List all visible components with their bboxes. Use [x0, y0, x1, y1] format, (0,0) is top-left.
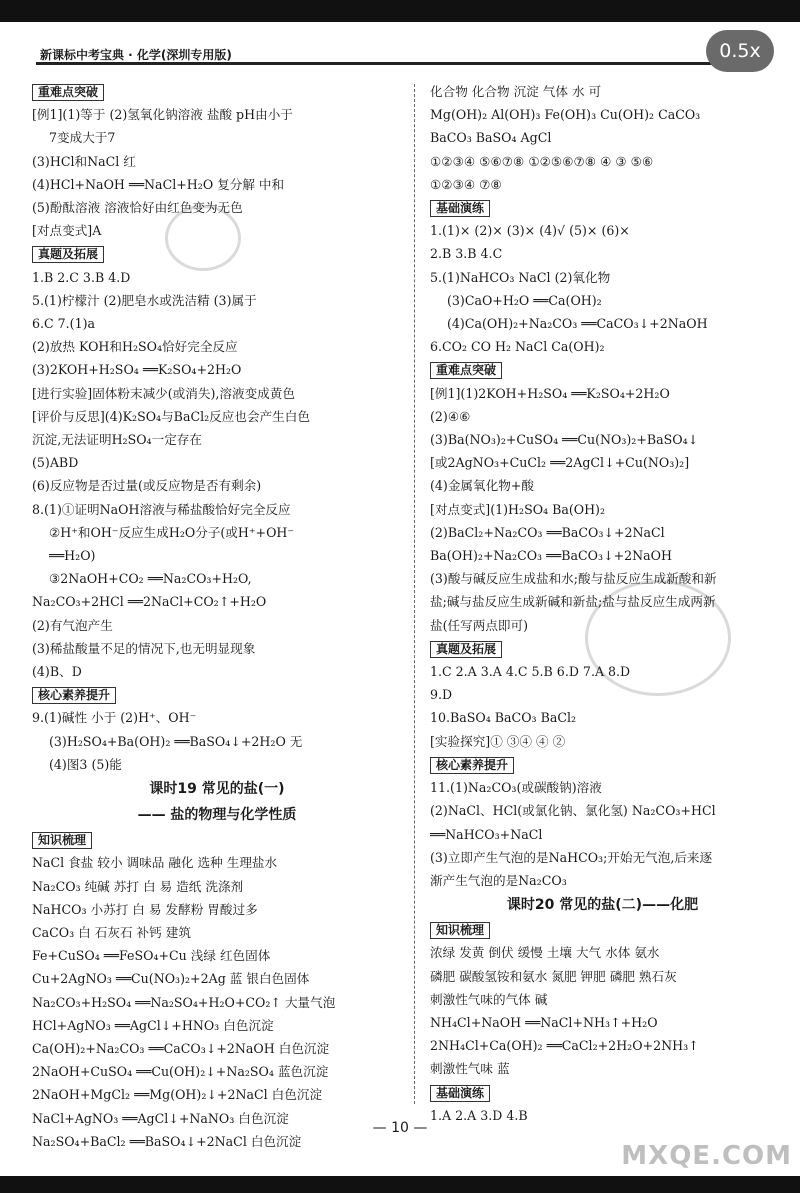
answer-line: [对点变式]A	[32, 223, 102, 239]
answer-line: (3)2KOH+H₂SO₄ ══K₂SO₄+2H₂O	[32, 362, 242, 378]
answer-line: NaCl+AgNO₃ ══AgCl↓+NaNO₃ 白色沉淀	[32, 1110, 289, 1126]
answer-line: [进行实验]固体粉末减少(或消失),溶液变成黄色	[32, 385, 295, 401]
answer-line: 化合物 化合物 沉淀 气体 水 可	[430, 84, 602, 99]
section-heading-row	[430, 1081, 775, 1104]
answer-line: 2NH₄Cl+Ca(OH)₂ ══CaCl₂+2H₂O+2NH₃↑	[430, 1038, 699, 1054]
left-column	[32, 80, 402, 1153]
page-header: 新课标中考宝典 · 化学(深圳专用版)	[40, 48, 232, 62]
answer-line: (5)酚酞溶液 溶液恰好由红色变为无色	[32, 200, 243, 216]
section-heading: 核心素养提升	[430, 757, 514, 774]
answer-line: ══NaHCO₃+NaCl	[430, 826, 543, 842]
answer-line: CaCO₃ 白 石灰石 补钙 建筑	[32, 924, 191, 940]
answer-line: (3)Ba(NO₃)₂+CuSO₄ ══Cu(NO₃)₂+BaSO₄↓	[430, 432, 699, 448]
answer-line: Na₂CO₃ 纯碱 苏打 白 易 造纸 洗涤剂	[32, 878, 244, 894]
answer-line: 1.C 2.A 3.A 4.C 5.B 6.D 7.A 8.D	[430, 664, 631, 680]
section-heading-row	[430, 637, 775, 660]
answer-line: Ca(OH)₂+Na₂CO₃ ══CaCO₃↓+2NaOH 白色沉淀	[32, 1040, 330, 1056]
answer-line: NaHCO₃ 小苏打 白 易 发酵粉 胃酸过多	[32, 901, 258, 917]
section-heading-row	[32, 80, 402, 103]
answer-line: 渐产生气泡的是Na₂CO₃	[430, 872, 567, 888]
answer-line: 沉淀,无法证明H₂SO₄一定存在	[32, 432, 202, 448]
section-heading: 重难点突破	[430, 362, 502, 379]
answer-line: 6.CO₂ CO H₂ NaCl Ca(OH)₂	[430, 339, 605, 355]
answer-line: (4)Ca(OH)₂+Na₂CO₃ ══CaCO₃↓+2NaOH	[447, 316, 708, 332]
answer-line: (6)反应物是否过量(或反应物是否有剩余)	[32, 478, 262, 494]
section-heading: 知识梳理	[430, 922, 490, 939]
answer-line: ③2NaOH+CO₂ ══Na₂CO₃+H₂O,	[49, 571, 252, 587]
lesson-title: —— 盐的物理与化学性质	[137, 807, 297, 824]
answer-line: 9.(1)碱性 小于 (2)H⁺、OH⁻	[32, 710, 197, 726]
answer-line: (2)NaCl、HCl(或氯化钠、氯化氢) Na₂CO₃+HCl	[430, 803, 716, 819]
section-heading: 知识梳理	[32, 832, 92, 849]
answer-line: 8.(1)①证明NaOH溶液与稀盐酸恰好完全反应	[32, 501, 291, 517]
answer-line: Cu+2AgNO₃ ══Cu(NO₃)₂+2Ag 蓝 银白色固体	[32, 971, 310, 987]
answer-line: (3)稀盐酸量不足的情况下,也无明显现象	[32, 640, 256, 656]
lesson-title: 课时19 常见的盐(一)	[149, 781, 285, 798]
playback-speed-badge[interactable]: 0.5x	[706, 30, 774, 72]
answer-line: 1.B 2.C 3.B 4.D	[32, 269, 131, 285]
answer-line: 7变成大于7	[49, 130, 116, 146]
answer-line: HCl+AgNO₃ ══AgCl↓+HNO₃ 白色沉淀	[32, 1017, 274, 1033]
section-heading: 重难点突破	[32, 84, 104, 101]
answer-line: 2.B 3.B 4.C	[430, 246, 503, 262]
answer-line: ①②③④ ⑦⑧	[430, 176, 502, 192]
page-number: — 10 —	[372, 1120, 428, 1136]
answer-line: [对点变式](1)H₂SO₄ Ba(OH)₂	[430, 501, 606, 517]
section-heading: 基础演练	[430, 200, 490, 217]
answer-line: (2)④⑥	[430, 408, 471, 424]
section-heading: 基础演练	[430, 1085, 490, 1102]
answer-line: 9.D	[430, 687, 453, 703]
lesson-title: 课时20 常见的盐(二)——化肥	[506, 897, 699, 914]
answer-line: (3)立即产生气泡的是NaHCO₃;开始无气泡,后来逐	[430, 849, 713, 865]
header-rule	[36, 62, 756, 65]
answer-line: (4)图3 (5)能	[49, 756, 122, 772]
answer-line: (4)金属氧化物+酸	[430, 478, 534, 494]
answer-line: 11.(1)Na₂CO₃(或碳酸钠)溶液	[430, 780, 602, 796]
section-heading-row	[430, 196, 775, 219]
answer-line: Mg(OH)₂ Al(OH)₃ Fe(OH)₃ Cu(OH)₂ CaCO₃	[430, 107, 701, 123]
answer-line: 1.A 2.A 3.D 4.B	[430, 1107, 528, 1123]
answer-line: NaCl 食盐 较小 调味品 融化 选种 生理盐水	[32, 855, 278, 871]
answer-line: 盐(任写两点即可)	[430, 617, 528, 633]
section-heading: 核心素养提升	[32, 687, 116, 704]
answer-line: 刺激性气味的气体 碱	[430, 991, 548, 1007]
answer-line: NH₄Cl+NaOH ══NaCl+NH₃↑+H₂O	[430, 1014, 658, 1030]
watermark-logo: MXQE.COM	[621, 1141, 792, 1171]
answer-line: 5.(1)柠檬汁 (2)肥皂水或洗洁精 (3)属于	[32, 292, 257, 308]
answer-line: Na₂SO₄+BaCl₂ ══BaSO₄↓+2NaCl 白色沉淀	[32, 1133, 302, 1149]
answer-line: Fe+CuSO₄ ══FeSO₄+Cu 浅绿 红色固体	[32, 948, 271, 964]
answer-line: (2)放热 KOH和H₂SO₄恰好完全反应	[32, 339, 238, 355]
answer-line: (4)B、D	[32, 664, 82, 680]
answer-line: (3)CaO+H₂O ══Ca(OH)₂	[447, 292, 602, 308]
answer-line: ①②③④ ⑤⑥⑦⑧ ①②⑤⑥⑦⑧ ④ ③ ⑤⑥	[430, 153, 654, 169]
answer-line: Ba(OH)₂+Na₂CO₃ ══BaCO₃↓+2NaOH	[430, 548, 672, 564]
section-heading-row	[430, 918, 775, 941]
answer-line: 5.(1)NaHCO₃ NaCl (2)氧化物	[430, 269, 611, 285]
answer-line: 磷肥 碳酸氢铵和氨水 氮肥 钾肥 磷肥 熟石灰	[430, 968, 677, 984]
answer-line: [或2AgNO₃+CuCl₂ ══2AgCl↓+Cu(NO₃)₂]	[430, 455, 690, 471]
answer-line: (3)酸与碱反应生成盐和水;酸与盐反应生成新酸和新	[430, 571, 717, 587]
answer-line: (3)H₂SO₄+Ba(OH)₂ ══BaSO₄↓+2H₂O 无	[49, 733, 303, 749]
section-heading-row	[32, 683, 402, 706]
answer-line: (2)有气泡产生	[32, 617, 113, 633]
answer-line: (5)ABD	[32, 455, 79, 471]
answer-line: [评价与反思](4)K₂SO₄与BaCl₂反应也会产生白色	[32, 408, 310, 424]
answer-line: Na₂CO₃+2HCl ══2NaCl+CO₂↑+H₂O	[32, 594, 267, 610]
answer-line: [例1](1)等于 (2)氢氧化钠溶液 盐酸 pH由小于	[32, 107, 293, 123]
answer-line: [例1](1)2KOH+H₂SO₄ ══K₂SO₄+2H₂O	[430, 385, 670, 401]
bottom-border	[0, 1176, 800, 1193]
section-heading-row	[32, 242, 402, 265]
answer-line: 刺激性气味 蓝	[430, 1061, 510, 1077]
answer-line: [实验探究]① ③④ ④ ②	[430, 733, 566, 749]
section-heading-row	[430, 753, 775, 776]
answer-line: 1.(1)× (2)× (3)× (4)√ (5)× (6)×	[430, 223, 630, 239]
answer-line: 2NaOH+CuSO₄ ══Cu(OH)₂↓+Na₂SO₄ 蓝色沉淀	[32, 1064, 329, 1080]
answer-line: 盐;碱与盐反应生成新碱和新盐;盐与盐反应生成两新	[430, 594, 716, 610]
answer-line: 2NaOH+MgCl₂ ══Mg(OH)₂↓+2NaCl 白色沉淀	[32, 1087, 323, 1103]
answer-line: (2)BaCl₂+Na₂CO₃ ══BaCO₃↓+2NaCl	[430, 524, 665, 540]
answer-line: 浓绿 发黄 倒伏 缓慢 土壤 大气 水体 氨水	[430, 945, 660, 961]
answer-line: ══H₂O)	[49, 548, 96, 564]
section-heading: 真题及拓展	[430, 641, 502, 658]
answer-line: BaCO₃ BaSO₄ AgCl	[430, 130, 552, 146]
answer-line: 10.BaSO₄ BaCO₃ BaCl₂	[430, 710, 577, 726]
top-border	[0, 0, 800, 22]
answer-line: (4)HCl+NaOH ══NaCl+H₂O 复分解 中和	[32, 176, 285, 192]
section-heading-row	[430, 358, 775, 381]
answer-line: 6.C 7.(1)a	[32, 316, 96, 332]
answer-line: Na₂CO₃+H₂SO₄ ══Na₂SO₄+H₂O+CO₂↑ 大量气泡	[32, 994, 336, 1010]
right-column	[430, 80, 775, 1127]
section-heading: 真题及拓展	[32, 246, 104, 263]
section-heading-row	[32, 828, 402, 851]
answer-line: ②H⁺和OH⁻反应生成H₂O分子(或H⁺+OH⁻	[49, 524, 295, 540]
answer-line: (3)HCl和NaCl 红	[32, 153, 136, 169]
column-divider	[414, 84, 415, 1104]
